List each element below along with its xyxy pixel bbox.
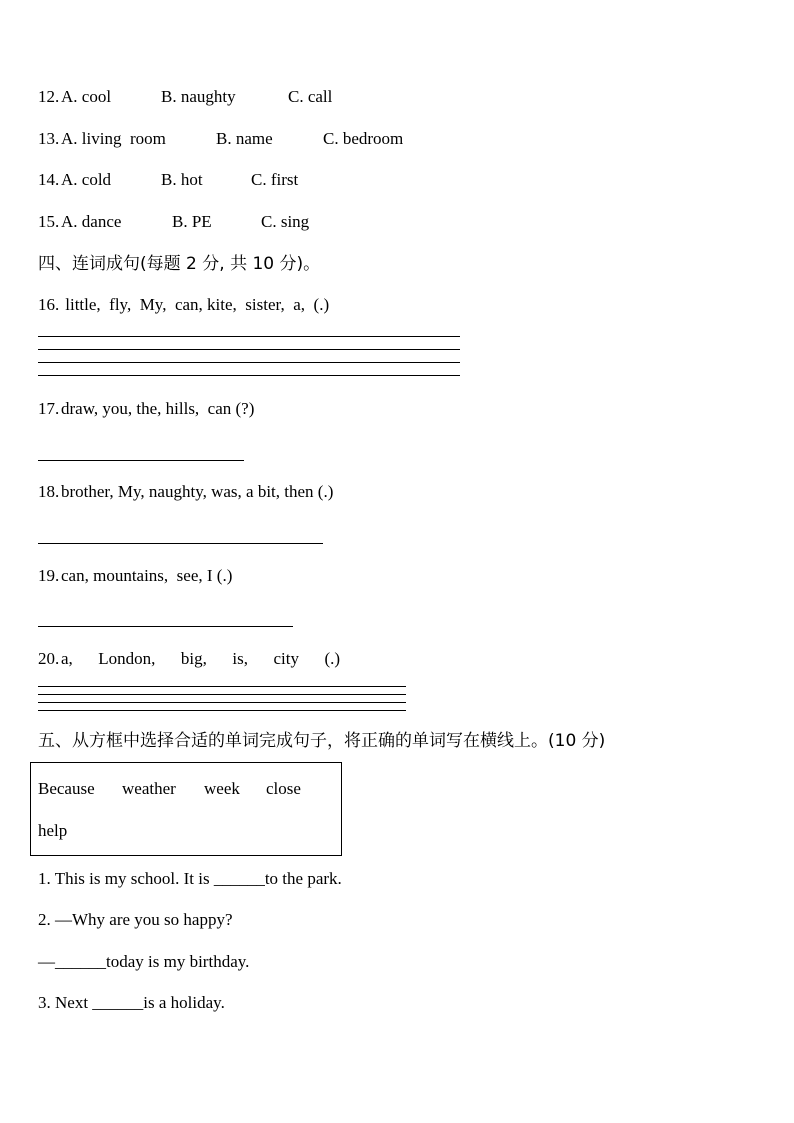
section-5-heading: 五、从方框中选择合适的单词完成句子，将正确的单词写在横线上。(10 分) (38, 731, 606, 751)
item-number: 16. (38, 295, 60, 314)
item-text: draw, you, the, hills, can (?) (61, 399, 255, 418)
answer-line[interactable] (38, 543, 323, 544)
answer-line[interactable] (38, 710, 406, 711)
choice-number: 12. (38, 87, 60, 106)
answer-line[interactable] (38, 375, 460, 376)
option-a: A. living room (61, 129, 166, 148)
option-c: C. first (251, 170, 299, 189)
option-c: C. call (288, 87, 333, 106)
section-4-heading: 四、连词成句(每题 2 分, 共 10 分)。 (38, 254, 321, 274)
word-box-word: help (38, 821, 68, 840)
answer-line[interactable] (38, 336, 460, 337)
answer-line[interactable] (38, 362, 460, 363)
item-number: 19. (38, 566, 60, 585)
word-box-word: week (204, 779, 240, 798)
fill-sentence-2-question: 2. —Why are you so happy? (38, 910, 233, 929)
word-box-word: close (266, 779, 301, 798)
word-box (30, 762, 342, 856)
option-a: A. cold (61, 170, 112, 189)
option-b: B. name (216, 129, 273, 148)
option-b: B. naughty (161, 87, 236, 106)
fill-sentence-3: 3. Next ______is a holiday. (38, 993, 225, 1012)
option-c: C. sing (261, 212, 310, 231)
option-b: B. hot (161, 170, 203, 189)
item-number: 18. (38, 482, 60, 501)
word-box-word: weather (122, 779, 176, 798)
answer-line[interactable] (38, 702, 406, 703)
option-b: B. PE (172, 212, 212, 231)
item-number: 17. (38, 399, 60, 418)
item-number: 20. (38, 649, 60, 668)
option-a: A. dance (61, 212, 122, 231)
choice-number: 13. (38, 129, 60, 148)
answer-line[interactable] (38, 460, 244, 461)
answer-line[interactable] (38, 349, 460, 350)
answer-line[interactable] (38, 686, 406, 687)
item-text: little, fly, My, can, kite, sister, a, (.) (61, 295, 330, 314)
choice-number: 14. (38, 170, 60, 189)
word-box-word: Because (38, 779, 95, 798)
answer-line[interactable] (38, 626, 293, 627)
choice-number: 15. (38, 212, 60, 231)
item-text: a, London, big, is, city (.) (61, 649, 341, 668)
item-text: brother, My, naughty, was, a bit, then (.) (61, 482, 334, 501)
option-a: A. cool (61, 87, 112, 106)
fill-sentence-1: 1. This is my school. It is ______to the park. (38, 869, 342, 888)
item-text: can, mountains, see, I (.) (61, 566, 233, 585)
option-c: C. bedroom (323, 129, 404, 148)
answer-line[interactable] (38, 694, 406, 695)
fill-sentence-2-answer: —______today is my birthday. (38, 952, 250, 971)
